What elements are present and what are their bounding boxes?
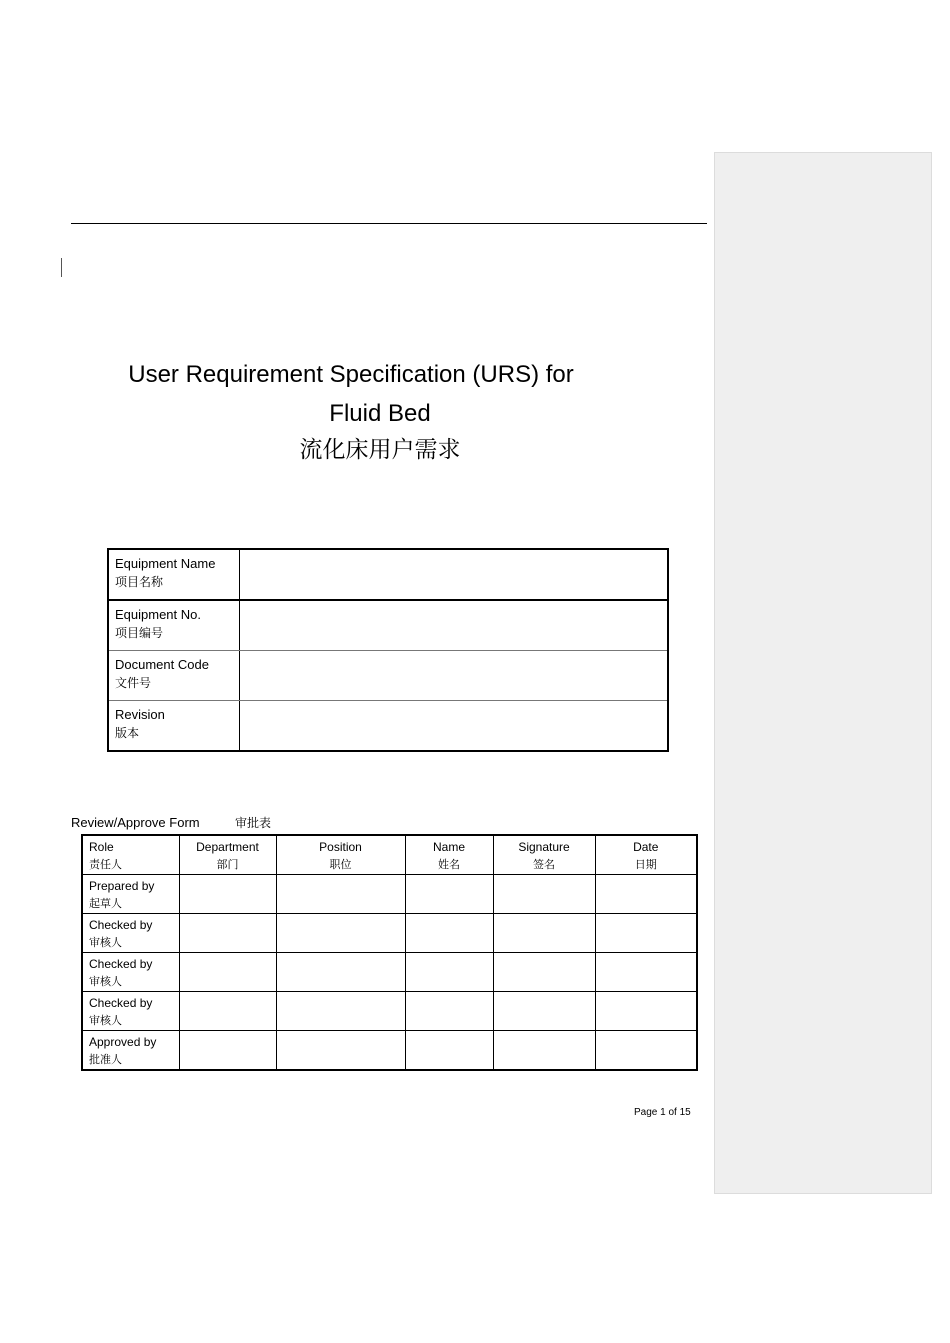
department-cell[interactable] [179,953,276,992]
header-zh: 日期 [634,858,657,871]
position-cell[interactable] [276,953,405,992]
header-position [276,835,405,875]
header-zh: 签名 [533,858,555,871]
role-zh: 审核人 [89,975,122,988]
department-cell[interactable] [179,914,276,953]
info-row-document-code [108,651,668,701]
department-cell[interactable] [179,875,276,914]
header-zh: 部门 [216,858,239,871]
role-en: Approved by [89,1035,157,1049]
info-row-revision [108,701,668,752]
header-en: Role [89,840,114,854]
info-label [108,600,239,651]
approval-form-caption: Review/Approve Form [71,815,200,830]
role-en: Checked by [89,918,153,932]
info-label-zh: 项目编号 [115,626,164,640]
info-label-en: Equipment Name [115,556,216,571]
signature-cell[interactable] [493,953,595,992]
role-zh: 批准人 [89,1053,122,1066]
name-cell[interactable] [405,1031,493,1071]
approval-row-checked-1 [82,914,697,953]
department-cell[interactable] [179,1031,276,1071]
role-en: Checked by [89,957,153,971]
document-title: User Requirement Specification (URS) for [128,361,574,388]
role-zh: 审核人 [89,936,122,949]
header-signature [493,835,595,875]
info-value-revision[interactable] [239,701,668,752]
position-cell[interactable] [276,914,405,953]
department-cell[interactable] [179,992,276,1031]
header-role [82,835,179,875]
info-value-document-code[interactable] [239,651,668,701]
name-cell[interactable] [405,914,493,953]
signature-cell[interactable] [493,914,595,953]
info-label-zh: 项目名称 [115,575,164,589]
header-zh: 职位 [329,858,352,871]
info-row-equipment-no [108,600,668,651]
position-cell[interactable] [276,1031,405,1071]
info-label [108,701,239,752]
approval-row-checked-3 [82,992,697,1031]
signature-cell[interactable] [493,1031,595,1071]
page-number: Page 1 of 15 [634,1107,691,1118]
role-cell [82,992,179,1031]
role-zh: 审核人 [89,1014,122,1027]
info-value-equipment-name[interactable] [239,549,668,600]
header-zh: 姓名 [438,858,460,871]
role-zh: 起草人 [89,897,122,910]
header-date [595,835,697,875]
header-zh: 责任人 [89,858,122,871]
signature-cell[interactable] [493,875,595,914]
equipment-info-table [107,548,669,752]
header-divider [71,223,707,224]
date-cell[interactable] [595,1031,697,1071]
header-name [405,835,493,875]
header-en: Signature [518,840,570,854]
role-cell [82,875,179,914]
name-cell[interactable] [405,953,493,992]
name-cell[interactable] [405,992,493,1031]
date-cell[interactable] [595,875,697,914]
name-cell[interactable] [405,875,493,914]
info-row-equipment-name [108,549,668,600]
approval-row-checked-2 [82,953,697,992]
date-cell[interactable] [595,992,697,1031]
info-label [108,651,239,701]
document-title-subject: Fluid Bed [329,400,431,427]
approval-form-caption-zh: 审批表 [235,816,272,830]
approval-row-approved [82,1031,697,1071]
header-en: Position [319,840,362,854]
signature-cell[interactable] [493,992,595,1031]
role-en: Prepared by [89,879,155,893]
info-label-en: Equipment No. [115,607,201,622]
info-label-zh: 文件号 [115,676,152,690]
role-cell [82,1031,179,1071]
position-cell[interactable] [276,992,405,1031]
approval-header-row [82,835,697,875]
review-approve-table [81,834,698,1071]
text-cursor [61,258,62,277]
comment-margin-panel [714,152,932,1194]
role-cell [82,953,179,992]
info-value-equipment-no[interactable] [239,600,668,651]
position-cell[interactable] [276,875,405,914]
document-title-chinese: 流化床用户需求 [299,437,461,463]
role-en: Checked by [89,996,153,1010]
info-label-en: Document Code [115,657,209,672]
info-label-en: Revision [115,707,165,722]
approval-row-prepared [82,875,697,914]
header-department [179,835,276,875]
info-label-zh: 版本 [115,726,140,740]
header-en: Date [633,840,659,854]
header-en: Name [432,840,465,854]
header-en: Department [196,840,259,854]
date-cell[interactable] [595,953,697,992]
role-cell [82,914,179,953]
info-label [108,549,239,600]
date-cell[interactable] [595,914,697,953]
